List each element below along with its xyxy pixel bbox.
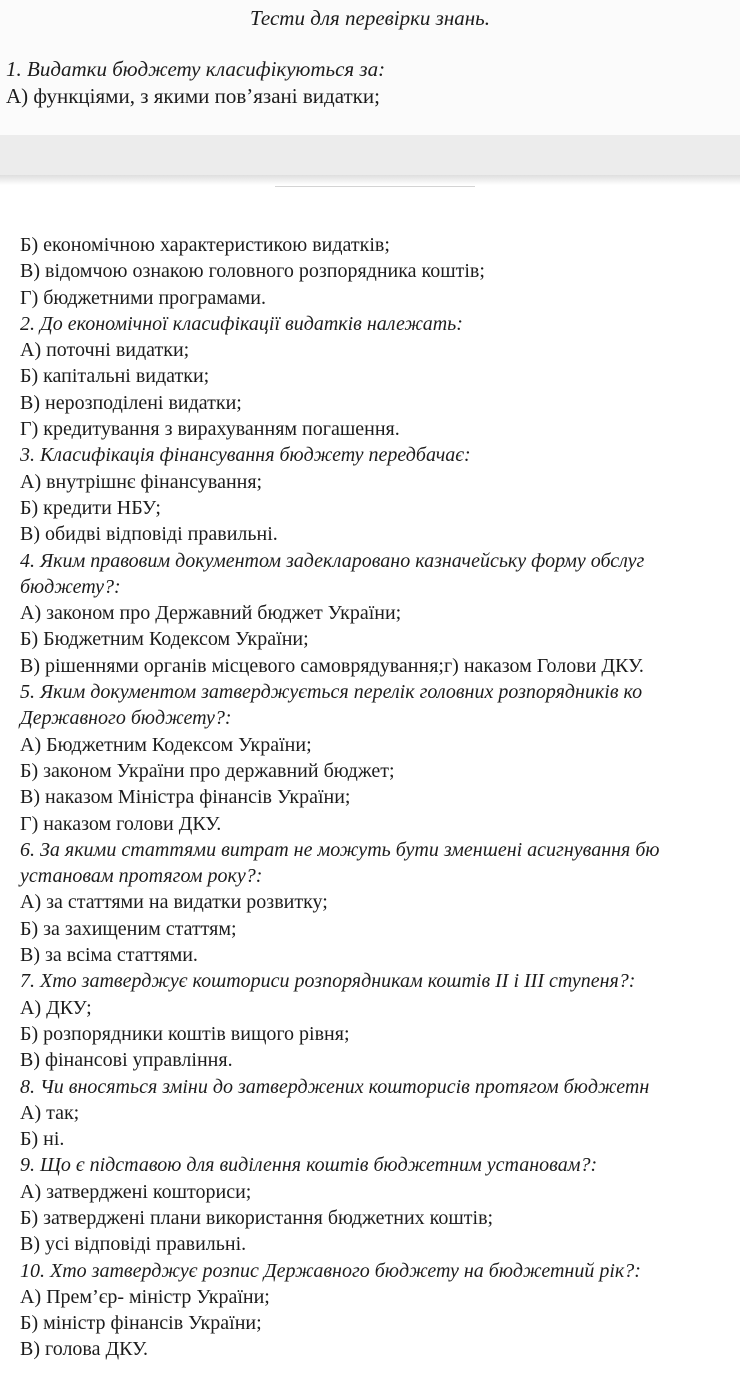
answer-line: В) за всіма статтями.	[20, 944, 198, 967]
answer-1a: А) функціями, з якими пов’язані видатки;	[6, 84, 380, 108]
page-gap	[0, 135, 740, 175]
answer-line: Б) законом України про державний бюджет;	[20, 759, 395, 782]
answer-line: Б) капітальні видатки;	[20, 365, 210, 388]
question-line: 4. Яким правовим документом задекларовано казначейську форму обслуг	[20, 549, 645, 572]
question-line: 6. За якими статтями витрат не можуть бути зменшені асигнування бю	[20, 838, 660, 861]
answer-line: В) наказом Міністра фінансів України;	[20, 786, 351, 809]
answer-line: В) фінансові управління.	[20, 1049, 233, 1072]
answer-line: Б) міністр фінансів України;	[20, 1312, 262, 1335]
question-line: Державного бюджету?:	[20, 707, 232, 730]
answer-line: Б) ні.	[20, 1128, 65, 1151]
answer-line: А) поточні видатки;	[20, 339, 190, 362]
question-line: бюджету?:	[20, 575, 121, 598]
question-line: 2. До економічної класифікації видатків належать:	[20, 312, 463, 335]
answer-line: А) так;	[20, 1101, 80, 1124]
answer-line: Б) Бюджетним Кодексом України;	[20, 628, 309, 651]
question-1: 1. Видатки бюджету класифікуються за:	[6, 57, 386, 81]
question-line: 8. Чи вносяться зміни до затверджених кошторисів протягом бюджетн	[20, 1075, 650, 1098]
answer-line: В) голова ДКУ.	[20, 1338, 148, 1361]
answer-line: А) Бюджетним Кодексом України;	[20, 733, 312, 756]
question-line: 9. Що є підставою для виділення коштів бюджетним установам?:	[20, 1154, 598, 1177]
answer-line: Б) за захищеним статтям;	[20, 917, 237, 940]
page-gap-shadow	[0, 175, 740, 185]
answer-line: А) ДКУ;	[20, 996, 92, 1019]
answer-line: В) обидві відповіді правильні.	[20, 523, 278, 546]
answer-line: Г) наказом голови ДКУ.	[20, 812, 222, 835]
answer-line: В) рішеннями органів місцевого самоврядування;г) наказом Голови ДКУ.	[20, 654, 644, 677]
question-line: установам протягом року?:	[20, 865, 263, 888]
question-line: 3. Класифікація фінансування бюджету передбачає:	[20, 444, 471, 467]
answer-line: Б) кредити НБУ;	[20, 496, 161, 519]
answer-line: В) нерозподілені видатки;	[20, 391, 242, 414]
answer-line: Г) бюджетними програмами.	[20, 286, 266, 309]
answer-line: А) затверджені кошториси;	[20, 1180, 252, 1203]
question-line: 7. Хто затверджує кошториси розпорядникам коштів II і III ступеня?:	[20, 970, 636, 993]
answer-line: Б) розпорядники коштів вищого рівня;	[20, 1022, 350, 1045]
answer-line: А) за статтями на видатки розвитку;	[20, 891, 328, 914]
answer-line: Б) затверджені плани використання бюджетних коштів;	[20, 1206, 494, 1229]
document-heading: Тести для перевірки знань.	[250, 6, 490, 30]
answer-line: Г) кредитування з вирахуванням погашення.	[20, 418, 400, 441]
answer-line: В) відомчою ознакою головного розпорядника коштів;	[20, 260, 485, 283]
answer-line: В) усі відповіді правильні.	[20, 1233, 247, 1256]
question-line: 5. Яким документом затверджується перелік головних розпорядників ко	[20, 681, 643, 704]
answer-line: А) Прем’єр- міністр України;	[20, 1285, 270, 1308]
questions-list	[20, 232, 740, 1363]
answer-line: Б) економічною характеристикою видатків;	[20, 234, 390, 256]
answer-line: А) законом про Державний бюджет України;	[20, 602, 402, 625]
faint-divider	[275, 186, 475, 187]
answer-line: А) внутрішнє фінансування;	[20, 470, 263, 493]
question-line: 10. Хто затверджує розпис Державного бюджету на бюджетний рік?:	[20, 1259, 641, 1282]
